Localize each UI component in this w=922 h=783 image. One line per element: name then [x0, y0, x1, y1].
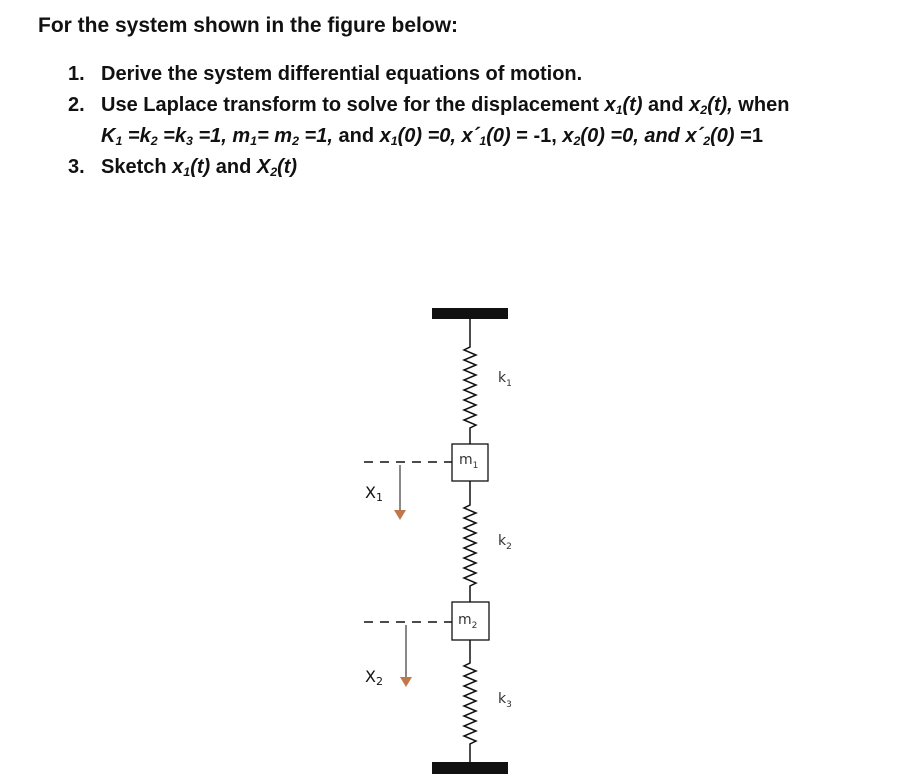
label-x1: X1	[365, 483, 383, 504]
item-number: 1.	[68, 63, 85, 85]
label-m1: $m_1$	[459, 452, 479, 471]
label-k3: $k_3$	[498, 691, 512, 710]
label-m2: $m_2$	[458, 612, 478, 631]
label-x2: X2	[365, 667, 383, 688]
spring-k1	[464, 319, 476, 444]
item-text: Derive the system differential equations of motion.	[101, 63, 583, 85]
item-text: Use Laplace transform to solve for the displacement $x_1(t)$ and $x_2(t)$, when	[101, 94, 790, 118]
item-number: 2.	[68, 94, 85, 116]
item-number: 3.	[68, 156, 85, 178]
spring-k3	[464, 640, 476, 762]
displacement-arrow-x1	[394, 465, 406, 520]
item-text: Sketch $x_1(t)$ and $X_2(t)$	[101, 156, 298, 180]
bottom-support	[432, 762, 508, 774]
label-k1: $k_1$	[498, 370, 512, 389]
label-k2: $k_2$	[498, 533, 512, 552]
displacement-arrow-x2	[400, 625, 412, 687]
conditions-text: $K_1 =k_2 =k_3 =1$, $m_1= m_2 =1$, and $x_1(0) =0$, $x´_1(0) = -1$, $x_2(0) =0$, and $x´_2(0) =1$	[101, 125, 763, 149]
spring-k2	[464, 481, 476, 602]
arrow-head-x2	[400, 677, 412, 687]
problem-heading: For the system shown in the figure below:	[38, 14, 459, 37]
arrow-head-x1	[394, 510, 406, 520]
top-support	[432, 308, 508, 319]
